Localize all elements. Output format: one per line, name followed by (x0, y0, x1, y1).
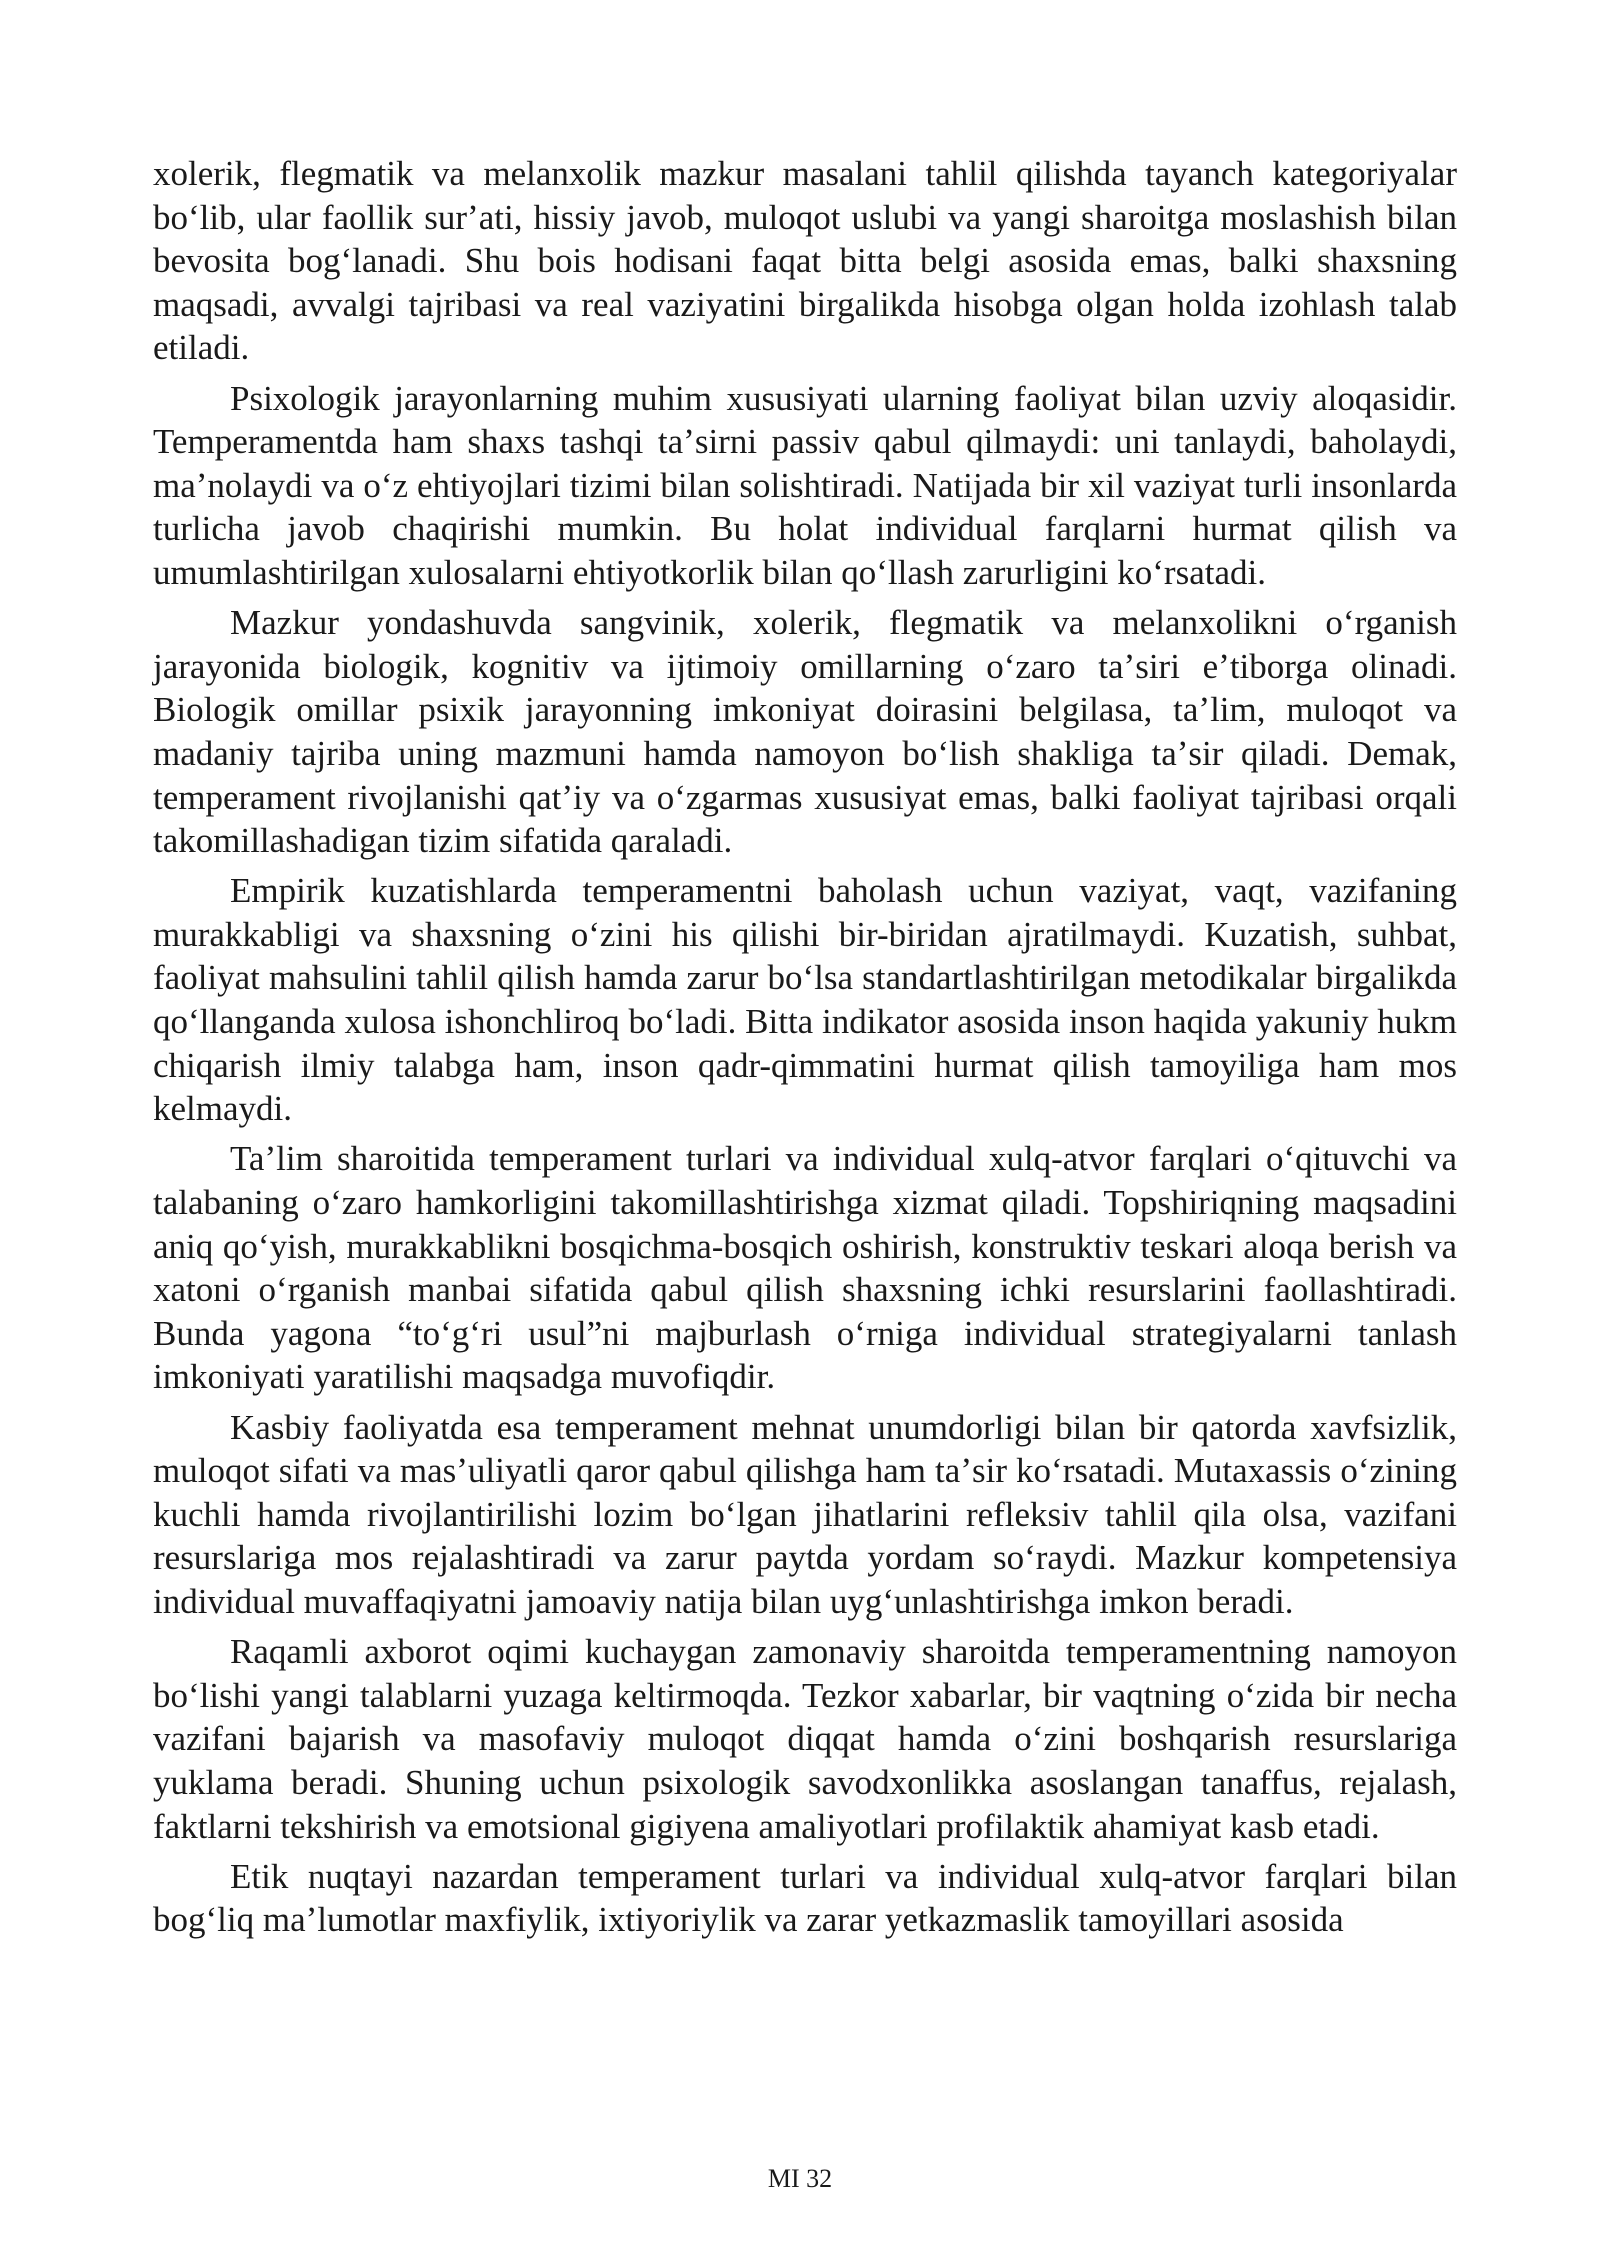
paragraph: Taʼlim sharoitida temperament turlari va individual xulq-atvor farqlari oʻqituvchi va talabaning oʻzaro hamkorligini takomillashtirishga xizmat qiladi. Topshiriqning maqsadini aniq qoʻyish, murakkablikni bosqichma-bosqich oshirish, konstruktiv teskari aloqa berish va xatoni oʻrganish manbai sifatida qabul qilish shaxsning ichki resurslarini faollashtiradi. Bunda yagona “toʻgʻri usul”ni majburlash oʻrniga individual strategiyalarni tanlash imkoniyati yaratilishi maqsadga muvofiqdir. (153, 1139, 1457, 1397)
paragraph: Empirik kuzatishlarda temperamentni baholash uchun vaziyat, vaqt, vazifaning murakkabligi va shaxsning oʻzini his qilishi bir-biridan ajratilmaydi. Kuzatish, suhbat, faoliyat mahsulini tahlil qilish hamda zarur boʻlsa standartlashtirilgan metodikalar birgalikda qoʻllanganda xulosa ishonchliroq boʻladi. Bitta indikator asosida inson haqida yakuniy hukm chiqarish ilmiy talabga ham, inson qadr-qimmatini hurmat qilish tamoyiliga ham mos kelmaydi. (153, 871, 1457, 1129)
body-text (153, 152, 1457, 1949)
paragraph: xolerik, flegmatik va melanxolik mazkur masalani tahlil qilishda tayanch kategoriyalar boʻlib, ular faollik surʼati, hissiy javob, muloqot uslubi va yangi sharoitga moslashish bilan bevosita bogʻlanadi. Shu bois hodisani faqat bitta belgi asosida emas, balki shaxsning maqsadi, avvalgi tajribasi va real vaziyatini birgalikda hisobga olgan holda izohlash talab etiladi. (153, 154, 1457, 368)
paragraph: Psixologik jarayonlarning muhim xususiyati ularning faoliyat bilan uzviy aloqasidir. Temperamentda ham shaxs tashqi taʼsirni passiv qabul qilmaydi: uni tanlaydi, baholaydi, maʼnolaydi va oʻz ehtiyojlari tizimi bilan solishtiradi. Natijada bir xil vaziyat turli insonlarda turlicha javob chaqirishi mumkin. Bu holat individual farqlarni hurmat qilish va umumlashtirilgan xulosalarni ehtiyotkorlik bilan qoʻllash zarurligini koʻrsatadi. (153, 378, 1457, 592)
paragraph: Raqamli axborot oqimi kuchaygan zamonaviy sharoitda temperamentning namoyon boʻlishi yangi talablarni yuzaga keltirmoqda. Tezkor xabarlar, bir vaqtning oʻzida bir necha vazifani bajarish va masofaviy muloqot diqqat hamda oʻzini boshqarish resurslariga yuklama beradi. Shuning uchun psixologik savodxonlikka asoslangan tanaffus, rejalash, faktlarni tekshirish va emotsional gigiyena amaliyotlari profilaktik ahamiyat kasb etadi. (153, 1632, 1457, 1846)
paragraph: Kasbiy faoliyatda esa temperament mehnat unumdorligi bilan bir qatorda xavfsizlik, muloqot sifati va masʼuliyatli qaror qabul qilishga ham taʼsir koʻrsatadi. Mutaxassis oʻzining kuchli hamda rivojlantirilishi lozim boʻlgan jihatlarini refleksiv tahlil qila olsa, vazifani resurslariga mos rejalashtiradi va zarur paytda yordam soʻraydi. Mazkur kompetensiya individual muvaffaqiyatni jamoaviy natija bilan uygʻunlashtirishga imkon beradi. (153, 1407, 1457, 1621)
paragraph: Mazkur yondashuvda sangvinik, xolerik, flegmatik va melanxolikni oʻrganish jarayonida biologik, kognitiv va ijtimoiy omillarning oʻzaro taʼsiri eʼtiborga olinadi. Biologik omillar psixik jarayonning imkoniyat doirasini belgilasa, taʼlim, muloqot va madaniy tajriba uning mazmuni hamda namoyon boʻlish shakliga taʼsir qiladi. Demak, temperament rivojlanishi qatʼiy va oʻzgarmas xususiyat emas, balki faoliyat tajribasi orqali takomillashadigan tizim sifatida qaraladi. (153, 603, 1457, 861)
paragraph-continued: Etik nuqtayi nazardan temperament turlari va individual xulq-atvor farqlari bilan bogʻliq maʼlumotlar maxfiylik, ixtiyoriylik va zarar yetkazmaslik tamoyillari asosida (153, 1856, 1457, 1940)
page-number: MI 32 (767, 2164, 833, 2193)
